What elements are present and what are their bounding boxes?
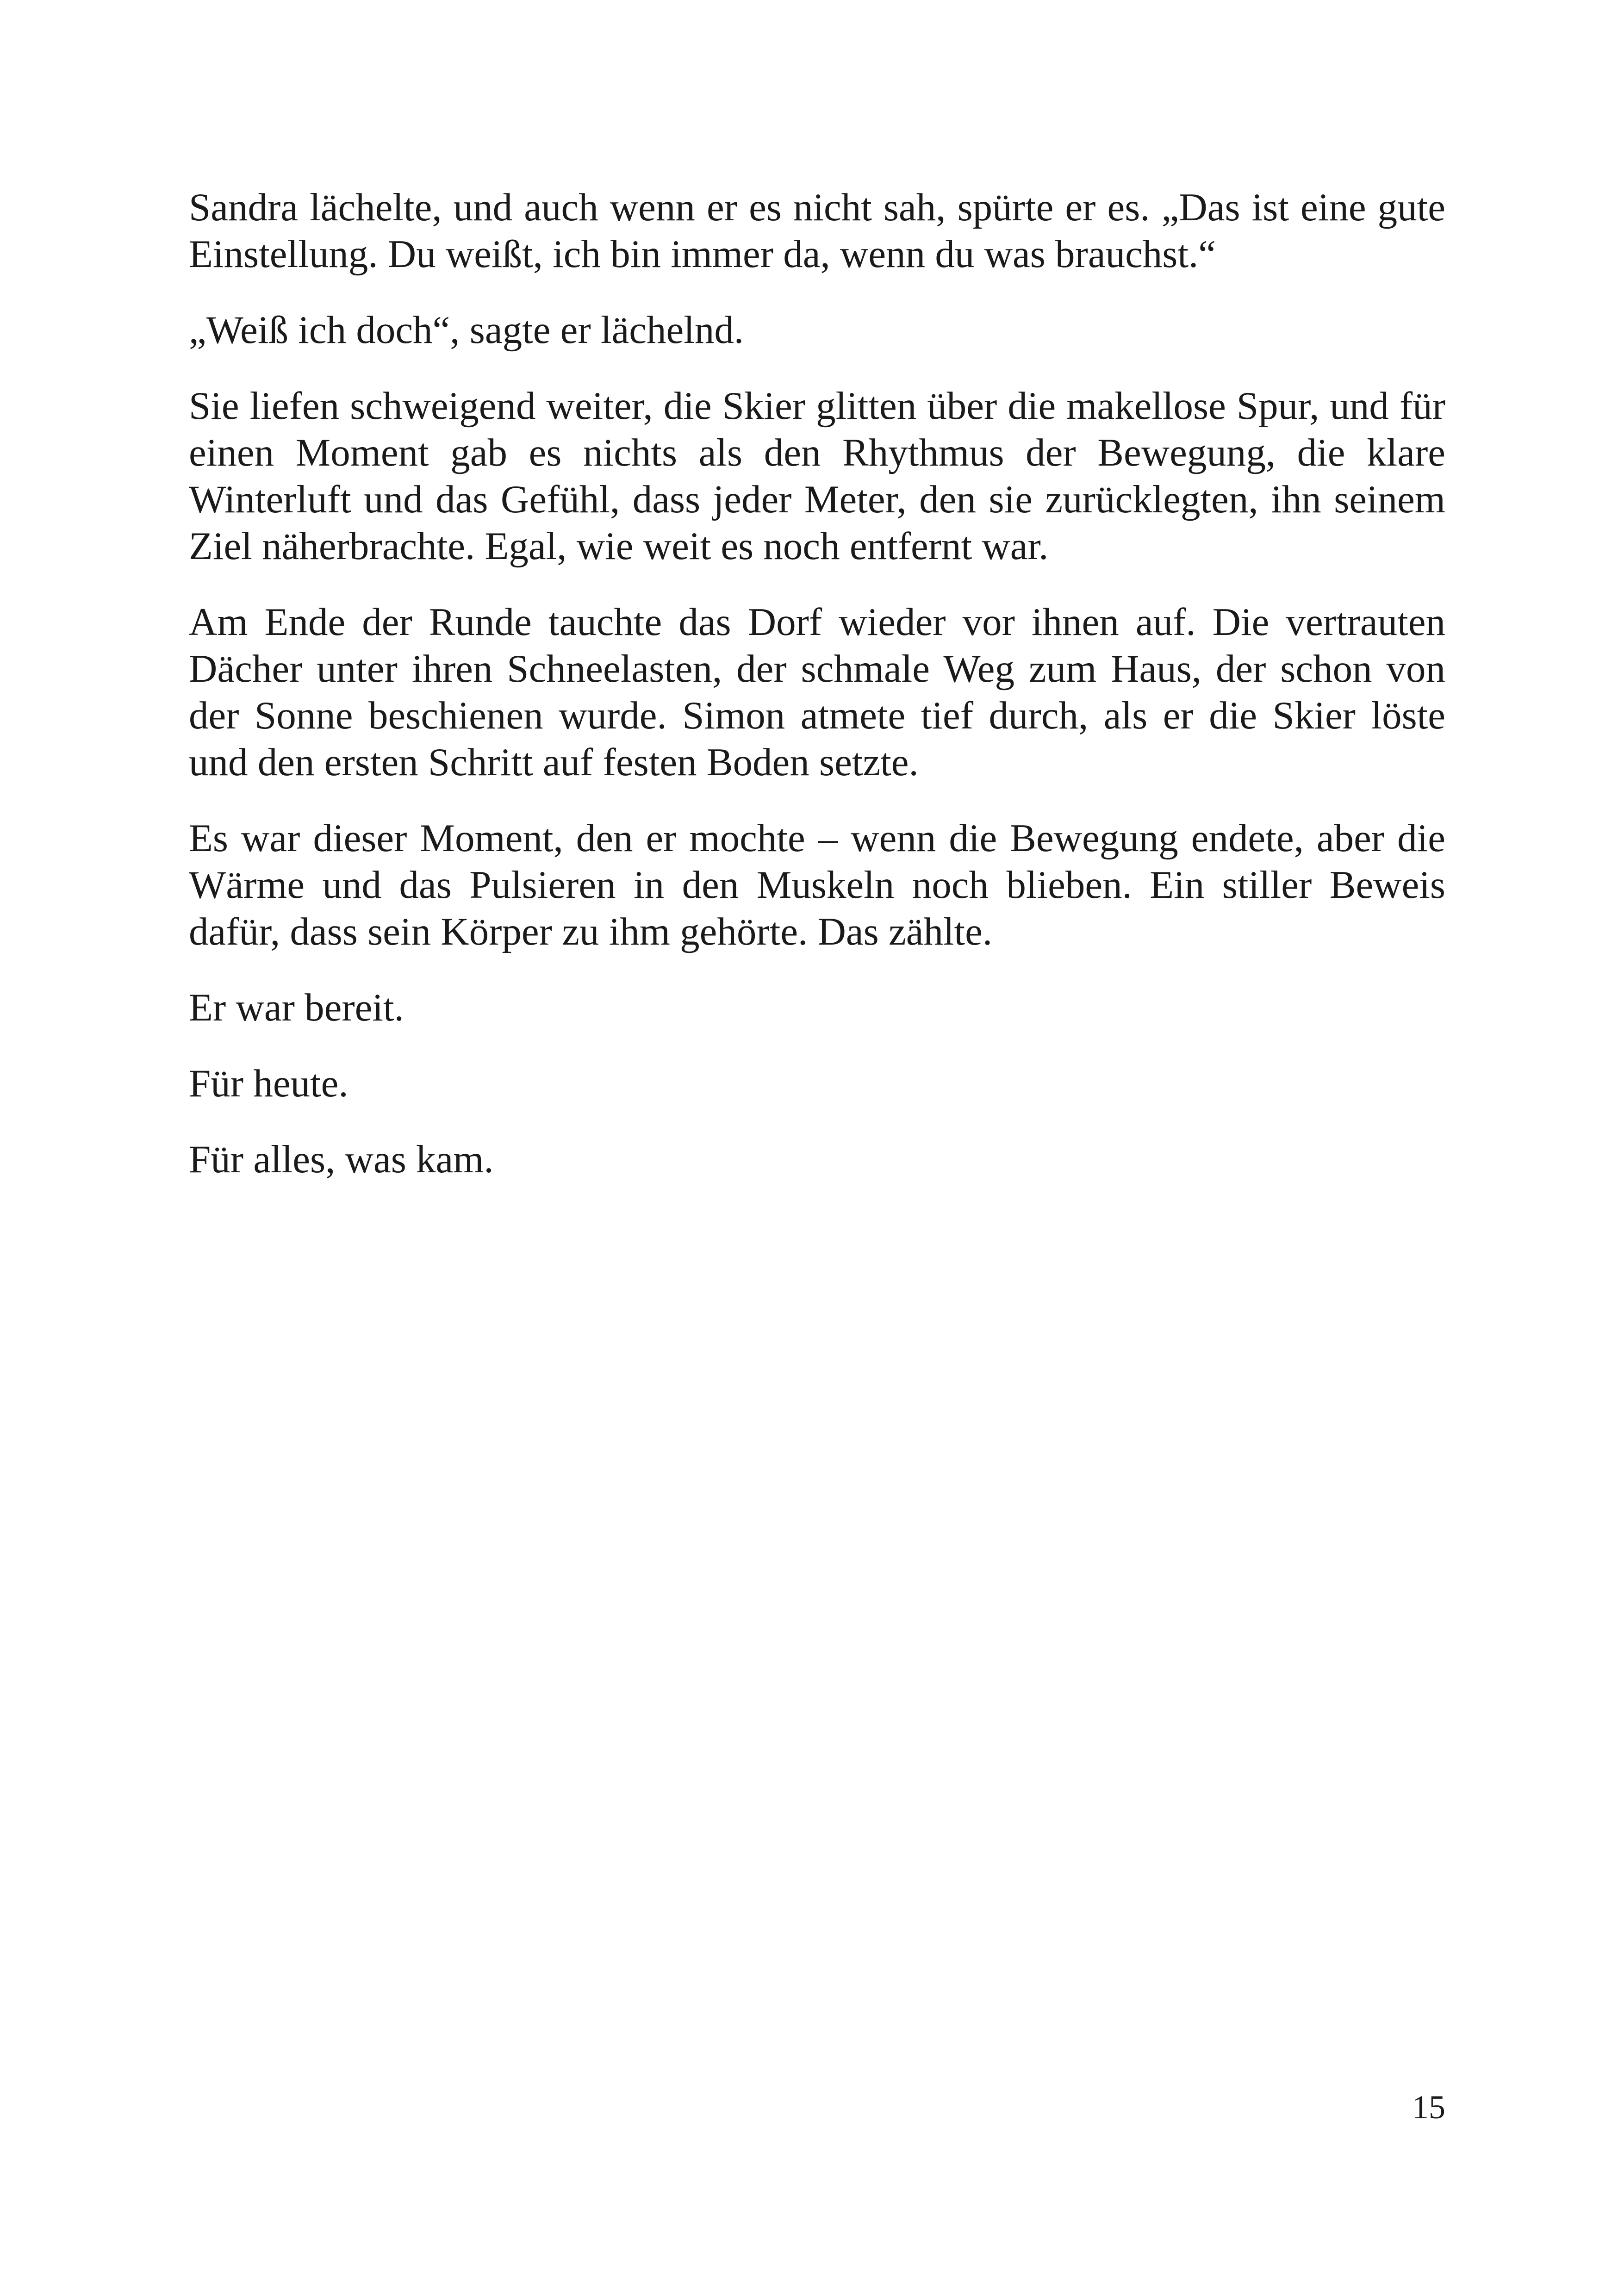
- paragraph: Er war bereit.: [189, 986, 404, 1029]
- body-text: [189, 184, 1445, 1212]
- paragraph: Sie liefen schweigend weiter, die Skier glitten über die makellose Spur, und für einen Moment gab es nichts als den Rhythmus der Bewegung, die klare Winterluft und das Gefühl, dass jeder Meter, den sie zurücklegten, ihn seinem Ziel näherbrachte. Egal, wie weit es noch entfernt war.: [189, 384, 1445, 568]
- page-number: 15: [1412, 2089, 1445, 2126]
- paragraph: „Weiß ich doch“, sagte er lächelnd.: [189, 308, 744, 352]
- paragraph: Für heute.: [189, 1062, 348, 1105]
- paragraph: Es war dieser Moment, den er mochte – wenn die Bewegung endete, aber die Wärme und das Pulsieren in den Muskeln noch blieben. Ein stiller Beweis dafür, dass sein Körper zu ihm gehörte. Das zählte.: [189, 816, 1445, 953]
- paragraph: Sandra lächelte, und auch wenn er es nicht sah, spürte er es. „Das ist eine gute Einstellung. Du weißt, ich bin immer da, wenn du was brauchst.“: [189, 186, 1445, 276]
- paragraph: Für alles, was kam.: [189, 1138, 494, 1181]
- paragraph: Am Ende der Runde tauchte das Dorf wieder vor ihnen auf. Die vertrauten Dächer unter ihren Schneelasten, der schmale Weg zum Haus, der schon von der Sonne beschienen wurde. Simon atmete tief durch, als er die Skier löste und den ersten Schritt auf festen Boden setzte.: [189, 600, 1445, 784]
